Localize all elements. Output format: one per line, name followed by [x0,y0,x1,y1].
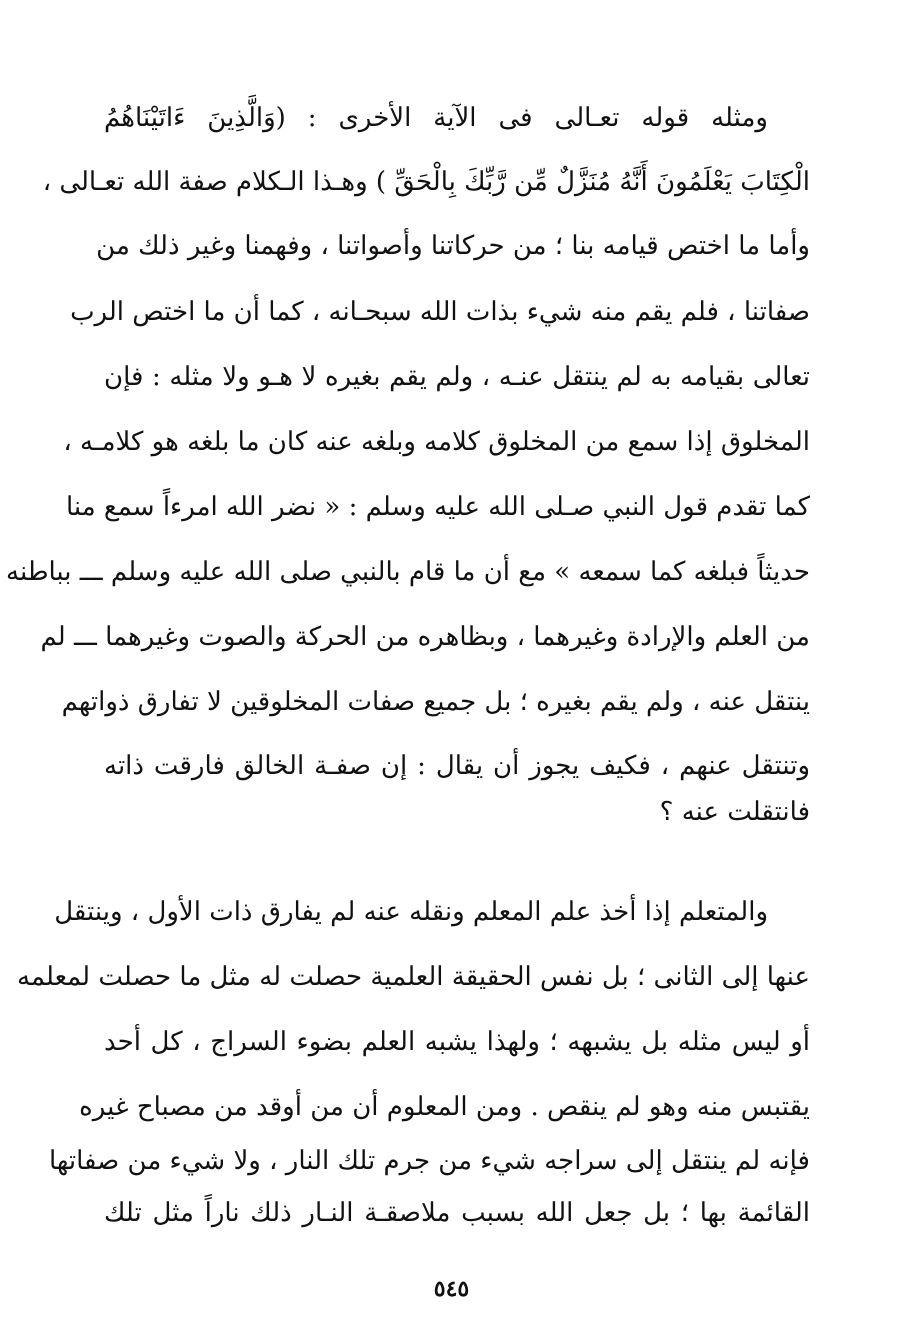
text-line: أو ليس مثله بل يشبهه ؛ ولهذا يشبه العلم بضوء السراج ، كل أحد [104,1027,810,1057]
text-line: ومثله قوله تعـالى فى الآية الأخرى : (وَالَّذِينَ ءَاتَيْنَاهُمُ [104,103,768,133]
text-line: تعالى بقيامه به لم ينتقل عنـه ، ولم يقم بغيره لا هـو ولا مثله : فإن [104,362,810,392]
text-line: ينتقل عنه ، ولم يقم بغيره ؛ بل جميع صفات المخلوقين لا تفارق ذواتهم [61,687,810,717]
text-line: الْكِتَابَ يَعْلَمُونَ أَنَّهُ مُنَزَّلٌ مِّن رَّبِّكَ بِالْحَقِّ ) وهـذا الـكلام صفة الله تعـالى ، [42,167,810,197]
text-line: من العلم والإرادة وغيرهما ، وبظاهره من الحركة والصوت وغيرهما ـــ لم [40,622,810,652]
text-line: القائمة بها ؛ بل جعل الله بسبب ملاصقـة النـار ذلك ناراً مثل تلك [104,1198,810,1228]
page-number: ٥٤٥ [433,1276,470,1302]
text-line: المخلوق إذا سمع من المخلوق كلامه وبلغه عنه كان ما بلغه هو كلامـه ، [63,427,810,457]
text-line: عنها إلى الثانى ؛ بل نفس الحقيقة العلمية حصلت له مثل ما حصلت لمعلمه [17,962,810,992]
text-line: والمتعلم إذا أخذ علم المعلم ونقله عنه لم يفارق ذات الأول ، وينتقل [54,897,768,927]
text-line: حديثاً فبلغه كما سمعه » مع أن ما قام بالنبي صلى الله عليه وسلم ـــ بباطنه [6,557,810,587]
text-line: كما تقدم قول النبي صـلى الله عليه وسلم : « نضر الله امرءاً سمع منا [65,492,810,522]
text-line: صفاتنا ، فلم يقم منه شيء بذات الله سبحـانه ، كما أن ما اختص الرب [70,297,810,327]
text-line: فانتقلت عنه ؟ [659,797,810,827]
text-line: فإنه لم ينتقل إلى سراجه شيء من جرم تلك النار ، ولا شيء من صفاتها [48,1146,810,1176]
text-line: يقتبس منه وهو لم ينقص . ومن المعلوم أن من أوقد من مصباح غيره [79,1092,810,1122]
text-line: وأما ما اختص قيامه بنا ؛ من حركاتنا وأصواتنا ، وفهمنا وغير ذلك من [96,231,810,261]
text-line: وتنتقل عنهم ، فكيف يجوز أن يقال : إن صفـة الخالق فارقت ذاته [104,751,810,781]
